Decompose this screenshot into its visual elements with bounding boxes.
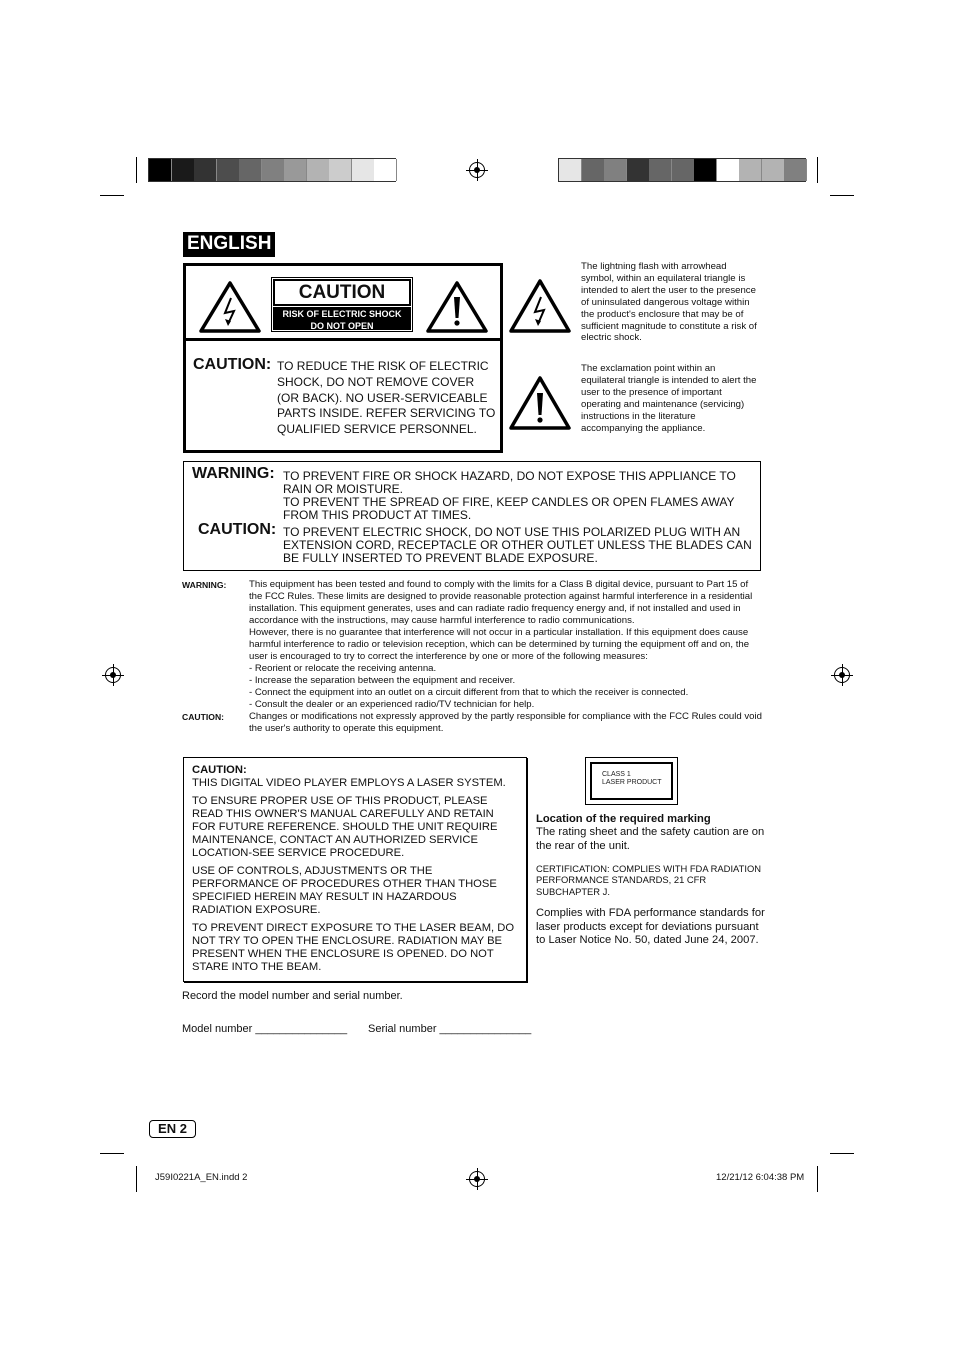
footer-timestamp: 12/21/12 6:04:38 PM — [716, 1172, 805, 1183]
crop-mark — [100, 1153, 124, 1154]
fcc-warning-paragraph: However, there is no guarantee that interference will not occur in a particular installation. If this equipment does cause harmful interference to radio or television reception, which can be determined by turning the equipment off and on, the user is encouraged to try to correct the interference by one or more of the following measures: — [249, 627, 750, 662]
registration-mark-icon — [105, 667, 121, 683]
caution-label-subtitle — [273, 307, 411, 330]
color-swatch — [582, 159, 605, 181]
color-swatch — [149, 159, 172, 181]
fcc-measure: - Connect the equipment into an outlet on a circuit different from that to which the receiver is connected. — [249, 687, 689, 698]
exclamation-triangle-icon — [425, 280, 489, 334]
laser-caution-paragraph: USE OF CONTROLS, ADJUSTMENTS OR THE PERFORMANCE OF PROCEDURES OTHER THAN THOSE SPECIFIED HEREIN MAY RESULT IN HAZARDOUS RADIATION EXPOSURE. — [192, 865, 497, 916]
color-swatch — [352, 159, 375, 181]
color-swatch — [172, 159, 195, 181]
exclamation-triangle-icon — [508, 375, 572, 431]
crop-mark — [830, 1153, 854, 1154]
class1-laser-label-inner — [590, 762, 673, 800]
marking-info — [536, 813, 766, 957]
fcc-caution-paragraph: Changes or modifications not expressly approved by the partly responsible for compliance with the FCC Rules could void the user's authority to operate this equipment. — [249, 711, 762, 734]
laser-caution-paragraph: TO PREVENT DIRECT EXPOSURE TO THE LASER BEAM, DO NOT TRY TO OPEN THE ENCLOSURE. RADIATION MAY BE PRESENT WHEN THE ENCLOSURE IS OPENED. DO NOT STARE INTO THE BEAM. — [192, 922, 515, 973]
serial-number-field: Serial number _______________ — [368, 1023, 532, 1035]
caution-label-line2: DO NOT OPEN — [310, 321, 374, 331]
registration-mark-icon — [469, 1171, 485, 1187]
exclamation-explanation: The exclamation point within an equilateral triangle is intended to alert the user to the presence of important operating and maintenance (servicing) instructions in the literature accompanying the appliance. — [581, 363, 757, 434]
color-swatch — [284, 159, 307, 181]
warning-text-fire: TO PREVENT FIRE OR SHOCK HAZARD, DO NOT EXPOSE THIS APPLIANCE TO RAIN OR MOISTURE. — [283, 469, 736, 496]
color-swatch — [604, 159, 627, 181]
color-swatch — [239, 159, 262, 181]
fcc-caution — [182, 711, 762, 735]
color-swatch — [672, 159, 695, 181]
color-swatch — [739, 159, 762, 181]
lightning-explanation: The lightning flash with arrowhead symbol, within an equilateral triangle is intended to alert the user to the presence of uninsulated dangerous voltage within the product's enclosure that may be of sufficient magnitude to constitute a risk of electric shock. — [581, 261, 757, 344]
color-swatch — [217, 159, 240, 181]
crop-mark — [136, 1166, 137, 1192]
marking-location-title: Location of the required marking — [536, 813, 711, 825]
caution-label-title: CAUTION — [273, 279, 411, 306]
caution-label — [271, 277, 413, 332]
color-swatch — [307, 159, 330, 181]
registration-mark-icon — [834, 667, 850, 683]
model-number-field: Model number _______________ — [182, 1023, 348, 1035]
lightning-triangle-icon — [198, 280, 262, 334]
laser-caution-box — [183, 757, 527, 982]
class1-laser-label — [585, 757, 678, 805]
fcc-warning-paragraph: This equipment has been tested and found to comply with the limits for a Class B digital device, pursuant to Part 15 of the FCC Rules. These limits are designed to provide reasonable protection against harmful interference in a residential installation. This equipment generates, uses and can radiate radio frequency energy and, if not installed and used in accordance with the instructions, may cause harmful interference to radio communications. — [249, 579, 753, 626]
fcc-warning-label: WARNING: — [182, 580, 227, 590]
marking-location-text: The rating sheet and the safety caution are on the rear of the unit. — [536, 826, 765, 852]
fcc-statement — [182, 579, 762, 735]
crop-mark — [100, 195, 124, 196]
crop-mark — [830, 195, 854, 196]
color-swatch — [717, 159, 740, 181]
language-heading: ENGLISH — [183, 232, 275, 257]
plug-caution-text: TO PREVENT ELECTRIC SHOCK, DO NOT USE THIS POLARIZED PLUG WITH AN EXTENSION CORD, RECEPTACLE OR OTHER OUTLET UNLESS THE BLADES CAN BE FULLY INSERTED TO PREVENT BLADE EXPOSURE. — [283, 525, 752, 565]
warning-word: WARNING: — [192, 465, 275, 482]
fcc-measure: - Increase the separation between the equipment and receiver. — [249, 675, 516, 686]
color-swatch — [694, 159, 717, 181]
color-swatch — [762, 159, 785, 181]
color-swatch — [374, 159, 397, 181]
crop-mark — [817, 157, 818, 183]
registration-mark-icon — [469, 162, 485, 178]
plug-caution-word: CAUTION: — [198, 521, 277, 538]
color-swatch — [194, 159, 217, 181]
crop-mark — [136, 157, 137, 183]
fcc-measure: - Consult the dealer or an experienced radio/TV technician for help. — [249, 699, 535, 710]
fcc-warning — [182, 579, 762, 663]
class1-label-line1: CLASS 1 — [602, 771, 631, 778]
caution-label-line1: RISK OF ELECTRIC SHOCK — [282, 309, 402, 319]
laser-caution-title: CAUTION: — [192, 764, 247, 776]
color-swatch — [329, 159, 352, 181]
lightning-triangle-icon — [508, 278, 572, 334]
crop-mark — [817, 1166, 818, 1192]
caution-word: CAUTION: — [193, 356, 272, 373]
fcc-measure: - Reorient or relocate the receiving antenna. — [249, 663, 437, 674]
color-swatch — [262, 159, 285, 181]
record-instruction: Record the model number and serial number. — [182, 990, 403, 1002]
color-swatch — [649, 159, 672, 181]
warning-text-candles: TO PREVENT THE SPREAD OF FIRE, KEEP CANDLES OR OPEN FLAMES AWAY FROM THIS PRODUCT AT TIMES. — [283, 495, 735, 522]
color-swatch — [627, 159, 650, 181]
color-swatch — [784, 159, 807, 181]
fda-compliance: Complies with FDA performance standards for laser products except for deviations pursuant to Laser Notice No. 50, dated June 24, 2007. — [536, 907, 765, 946]
caution-text: TO REDUCE THE RISK OF ELECTRIC SHOCK, DO NOT REMOVE COVER (OR BACK). NO USER-SERVICEABLE PARTS INSIDE. REFER SERVICING TO QUALIFIED SERVICE PERSONNEL. — [277, 359, 496, 437]
class1-label-line2: LASER PRODUCT — [602, 779, 662, 786]
page-number-badge: EN 2 — [149, 1120, 196, 1138]
fda-certification: CERTIFICATION: COMPLIES WITH FDA RADIATION PERFORMANCE STANDARDS, 21 CFR SUBCHAPTER J. — [536, 862, 762, 897]
footer-filename: J59I0221A_EN.indd 2 — [155, 1172, 248, 1183]
fcc-caution-label: CAUTION: — [182, 712, 225, 722]
laser-caution-paragraph: THIS DIGITAL VIDEO PLAYER EMPLOYS A LASER SYSTEM. — [192, 777, 506, 789]
laser-caution-paragraph: TO ENSURE PROPER USE OF THIS PRODUCT, PLEASE READ THIS OWNER'S MANUAL CAREFULLY AND RETAIN FOR FUTURE REFERENCE. SHOULD THE UNIT REQUIRE MAINTENANCE, CONTACT AN AUTHORIZED SERVICE LOCATION-SEE SERVICE PROCEDURE. — [192, 795, 498, 859]
color-swatch — [559, 159, 582, 181]
